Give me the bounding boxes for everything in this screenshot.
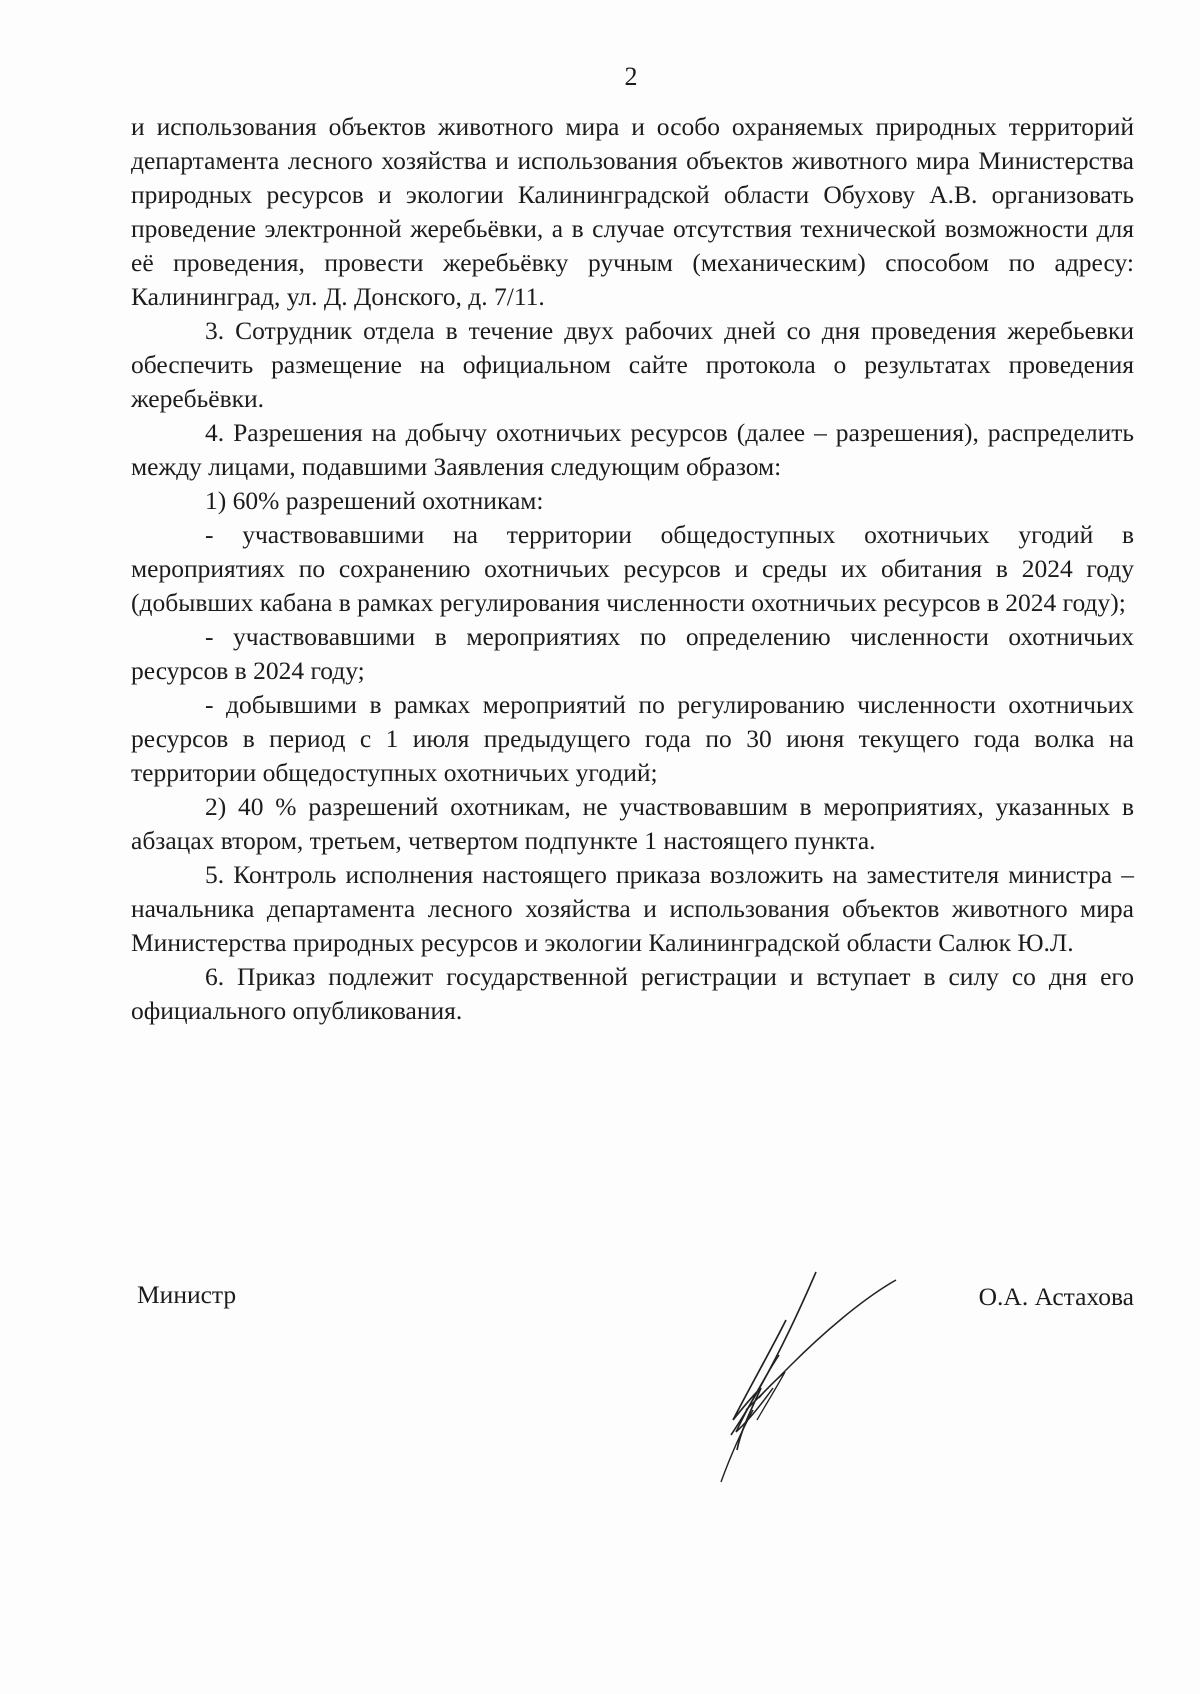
- signatory-name: О.А. Астахова: [978, 1282, 1134, 1311]
- subitem-1-bullet-1: - участвовавшими на территории общедоступных охотничьих угодий в мероприятиях по сохранению охотничьих ресурсов и среды их обитания в 2024 году (добывших кабана в рамках регулирования численности охотничьих ресурсов в 2024 году);: [131, 520, 1134, 617]
- paragraph-continuation: и использования объектов животного мира и особо охраняемых природных территорий департамента лесного хозяйства и использования объектов животного мира Министерства природных ресурсов и экологии Калининградской области Обухову А.В. организовать проведение электронной жеребьёвки, а в случае отсутствия технической возможности для её проведения, провести жеребьёвку ручным (механическим) способом по адресу: Калининград, ул. Д. Донского, д. 7/11.: [131, 112, 1134, 311]
- handwritten-signature: [641, 1260, 981, 1500]
- subitem-2: 2) 40 % разрешений охотникам, не участвовавшим в мероприятиях, указанных в абзацах втором, третьем, четвертом подпункте 1 настоящего пункта.: [131, 792, 1134, 855]
- page-number: 2: [624, 62, 638, 91]
- signature-block: [131, 1280, 1134, 1500]
- paragraph-item-4: 4. Разрешения на добычу охотничьих ресурсов (далее – разрешения), распределить между лицами, подавшими Заявления следующим образом:: [131, 418, 1134, 481]
- paragraph-item-5: 5. Контроль исполнения настоящего приказа возложить на заместителя министра – начальника департамента лесного хозяйства и использования объектов животного мира Министерства природных ресурсов и экологии Калининградской области Салюк Ю.Л.: [131, 860, 1134, 957]
- paragraph-item-6: 6. Приказ подлежит государственной регистрации и вступает в силу со дня его официального опубликования.: [131, 962, 1134, 1025]
- subitem-1: 1) 60% разрешений охотникам:: [205, 486, 544, 515]
- subitem-1-bullet-3: - добывшими в рамках мероприятий по регулированию численности охотничьих ресурсов в период с 1 июля предыдущего года по 30 июня текущего года волка на территории общедоступных охотничьих угодий;: [131, 690, 1134, 787]
- signatory-title: Министр: [137, 1280, 237, 1309]
- paragraph-item-3: 3. Сотрудник отдела в течение двух рабочих дней со дня проведения жеребьевки обеспечить размещение на официальном сайте протокола о результатах проведения жеребьёвки.: [131, 316, 1134, 413]
- subitem-1-bullet-2: - участвовавшими в мероприятиях по определению численности охотничьих ресурсов в 2024 году;: [131, 622, 1134, 685]
- document-body: [131, 110, 1134, 1028]
